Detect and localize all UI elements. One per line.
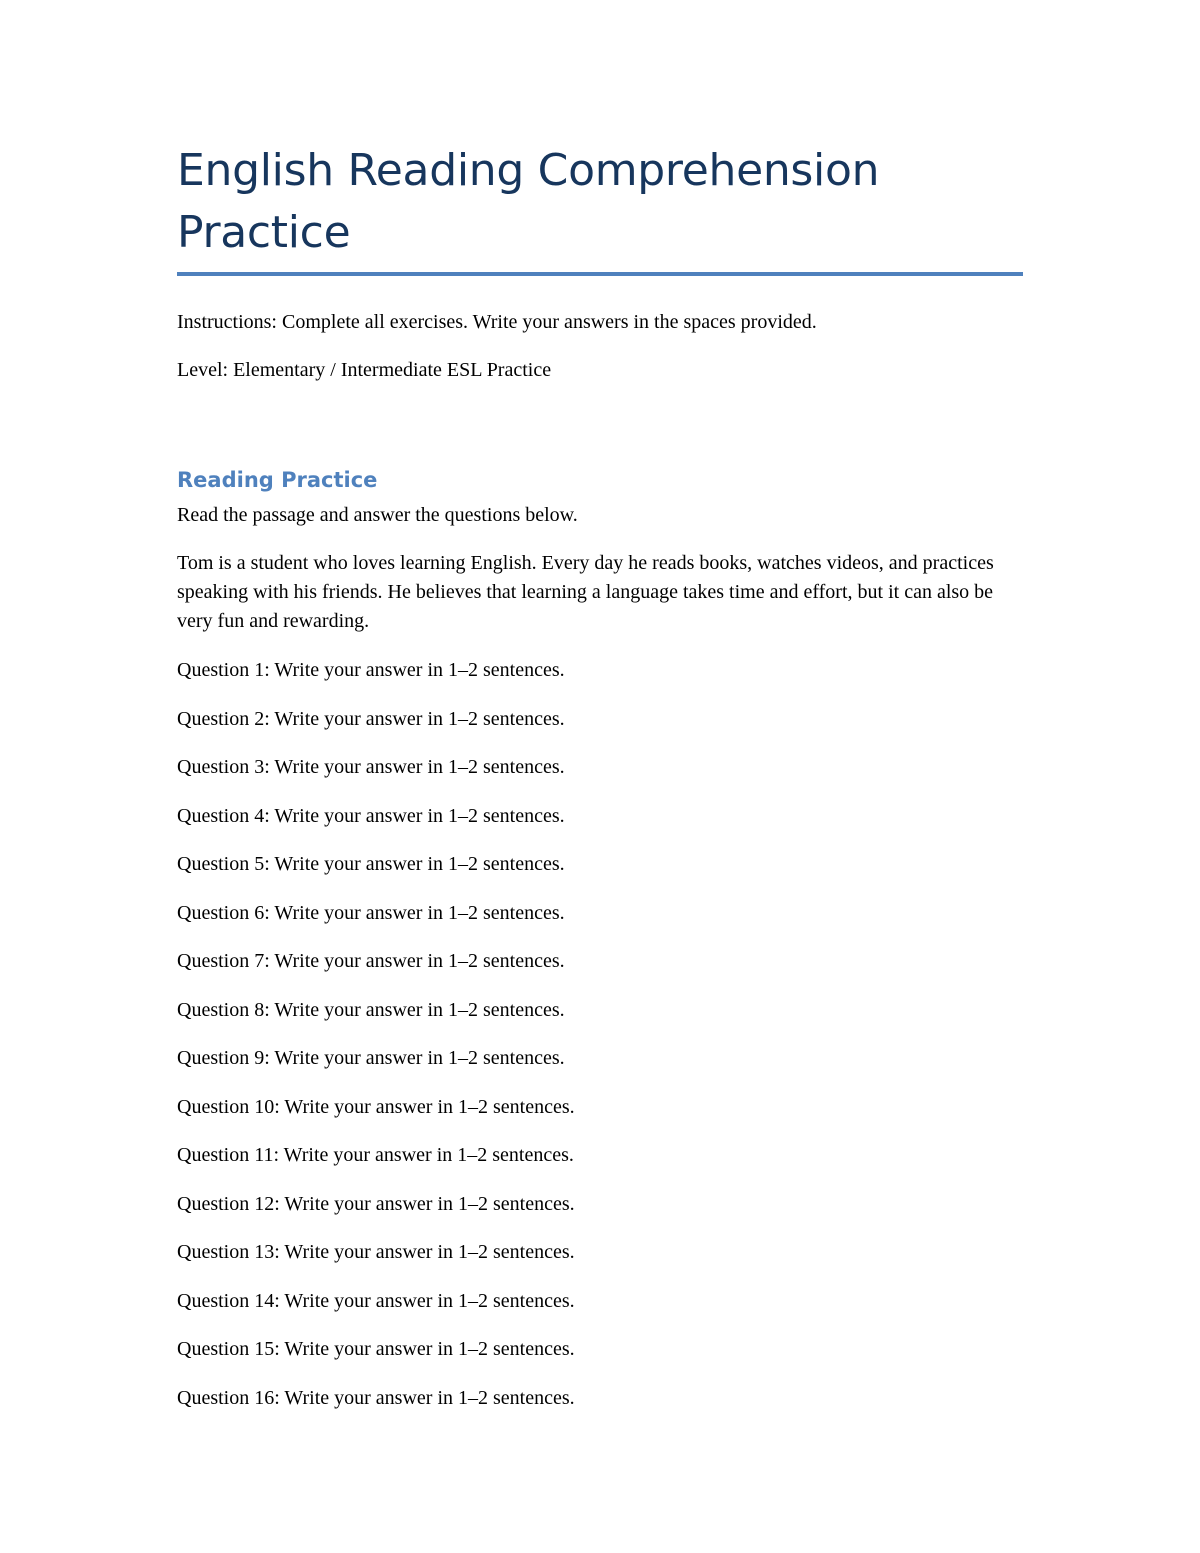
title-underline-rule <box>177 272 1023 276</box>
question-item: Question 6: Write your answer in 1–2 sentences. <box>177 901 565 924</box>
question-list <box>177 656 1023 1412</box>
question-item: Question 10: Write your answer in 1–2 sentences. <box>177 1095 575 1118</box>
question-item: Question 11: Write your answer in 1–2 sentences. <box>177 1144 574 1166</box>
document-page <box>177 140 1023 1432</box>
question-item: Question 7: Write your answer in 1–2 sentences. <box>177 950 565 972</box>
question-item: Question 8: Write your answer in 1–2 sentences. <box>177 998 565 1021</box>
section-heading-reading-practice: Reading Practice <box>177 468 378 492</box>
instructions-text: Instructions: Complete all exercises. Write your answers in the spaces provided. <box>177 311 817 333</box>
question-item: Question 9: Write your answer in 1–2 sentences. <box>177 1047 565 1069</box>
question-item: Question 13: Write your answer in 1–2 sentences. <box>177 1241 575 1263</box>
question-item: Question 14: Write your answer in 1–2 sentences. <box>177 1289 575 1312</box>
document-title: English Reading Comprehension Practice <box>177 145 880 258</box>
level-text: Level: Elementary / Intermediate ESL Practice <box>177 359 552 381</box>
question-item: Question 4: Write your answer in 1–2 sentences. <box>177 804 565 827</box>
question-item: Question 3: Write your answer in 1–2 sentences. <box>177 756 565 778</box>
question-item: Question 12: Write your answer in 1–2 sentences. <box>177 1192 575 1215</box>
question-item: Question 16: Write your answer in 1–2 sentences. <box>177 1386 575 1409</box>
section-intro-text: Read the passage and answer the questions below. <box>177 504 578 526</box>
question-item: Question 2: Write your answer in 1–2 sentences. <box>177 707 565 730</box>
reading-passage: Tom is a student who loves learning English. Every day he reads books, watches videos, and practices speaking with his friends. He believes that learning a language takes time and effort, but it can also be very fun and rewarding. <box>177 552 994 632</box>
question-item: Question 5: Write your answer in 1–2 sentences. <box>177 853 565 875</box>
question-item: Question 1: Write your answer in 1–2 sentences. <box>177 659 565 681</box>
question-item: Question 15: Write your answer in 1–2 sentences. <box>177 1338 575 1360</box>
